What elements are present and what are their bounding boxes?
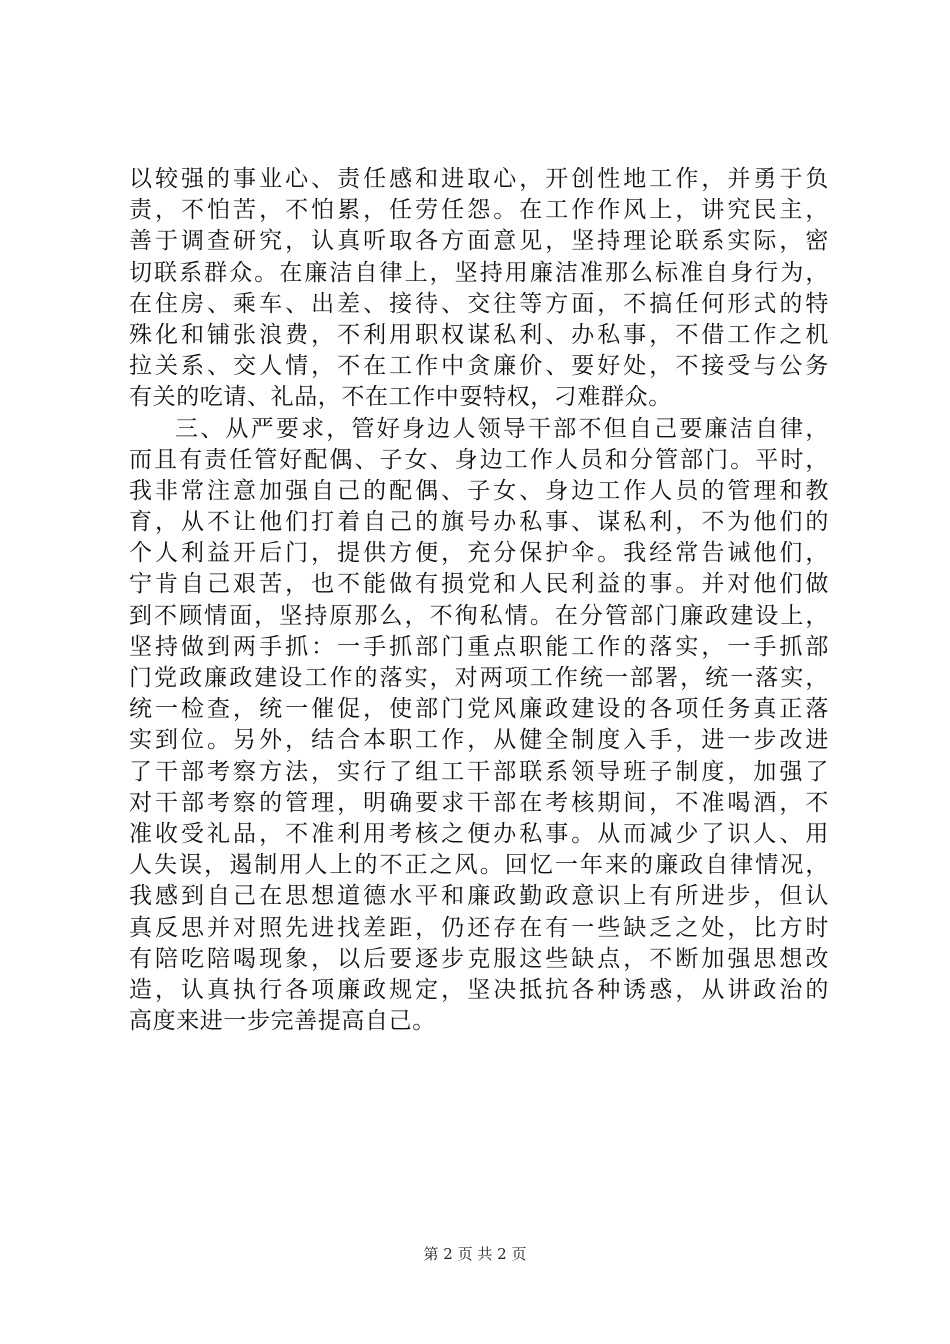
text-line: 以较强的事业心、责任感和进取心，开创性地工作，并勇于负 xyxy=(129,166,829,192)
text-line: 造，认真执行各项廉政规定，坚决抵抗各种诱惑，从讲政治的 xyxy=(129,976,829,1003)
text-line: 高度来进一步完善提高自己。 xyxy=(129,1008,436,1035)
text-line: 对干部考察的管理，明确要求干部在考核期间，不准喝酒，不 xyxy=(129,789,829,816)
text-line: 门党政廉政建设工作的落实，对两项工作统一部署，统一落实， xyxy=(129,665,829,691)
text-line: 到不顾情面，坚持原那么，不徇私情。在分管部门廉政建设上， xyxy=(129,602,829,629)
page-footer: 第 2 页 共 2 页 xyxy=(423,1245,527,1263)
text-line: 准收受礼品，不准利用考核之便办私事。从而减少了识人、用 xyxy=(129,820,829,847)
text-line: 我感到自己在思想道德水平和廉政勤政意识上有所进步，但认 xyxy=(129,883,829,910)
text-line: 实到位。另外，结合本职工作，从健全制度入手，进一步改进 xyxy=(129,727,829,754)
document-body xyxy=(129,164,829,1037)
text-line: 善于调查研究，认真听取各方面意见，坚持理论联系实际，密 xyxy=(129,228,829,255)
text-line: 宁肯自己艰苦，也不能做有损党和人民利益的事。并对他们做 xyxy=(129,571,829,598)
text-line: 殊化和铺张浪费，不利用职权谋私利、办私事，不借工作之机 xyxy=(129,321,829,348)
text-line: 有陪吃陪喝现象，以后要逐步克服这些缺点，不断加强思想改 xyxy=(129,945,829,972)
text-line: 我非常注意加强自己的配偶、子女、身边工作人员的管理和教 xyxy=(129,477,829,504)
text-line: 真反思并对照先进找差距，仍还存在有一些缺乏之处，比方时 xyxy=(129,914,829,941)
text-line: 个人利益开后门，提供方便，充分保护伞。我经常告诫他们， xyxy=(129,540,829,567)
text-line: 统一检查，统一催促，使部门党风廉政建设的各项任务真正落 xyxy=(129,696,829,723)
text-line: 有关的吃请、礼品，不在工作中耍特权，刁难群众。 xyxy=(129,384,672,411)
paragraph-start-line: 三、从严要求，管好身边人领导干部不但自己要廉洁自律， xyxy=(175,415,829,442)
text-line: 而且有责任管好配偶、子女、身边工作人员和分管部门。平时， xyxy=(129,446,829,473)
text-line: 育，从不让他们打着自己的旗号办私事、谋私利，不为他们的 xyxy=(129,509,829,536)
text-line: 坚持做到两手抓：一手抓部门重点职能工作的落实，一手抓部 xyxy=(129,633,829,660)
text-line: 在住房、乘车、出差、接待、交往等方面，不搞任何形式的特 xyxy=(129,290,829,317)
text-line: 切联系群众。在廉洁自律上，坚持用廉洁准那么标准自身行为， xyxy=(129,259,829,286)
text-line: 拉关系、交人情，不在工作中贪廉价、要好处，不接受与公务 xyxy=(129,353,829,380)
text-line: 了干部考察方法，实行了组工干部联系领导班子制度，加强了 xyxy=(129,758,829,785)
text-line: 责，不怕苦，不怕累，任劳任怨。在工作作风上，讲究民主， xyxy=(129,197,829,224)
text-line: 人失误，遏制用人上的不正之风。回忆一年来的廉政自律情况， xyxy=(129,852,829,879)
